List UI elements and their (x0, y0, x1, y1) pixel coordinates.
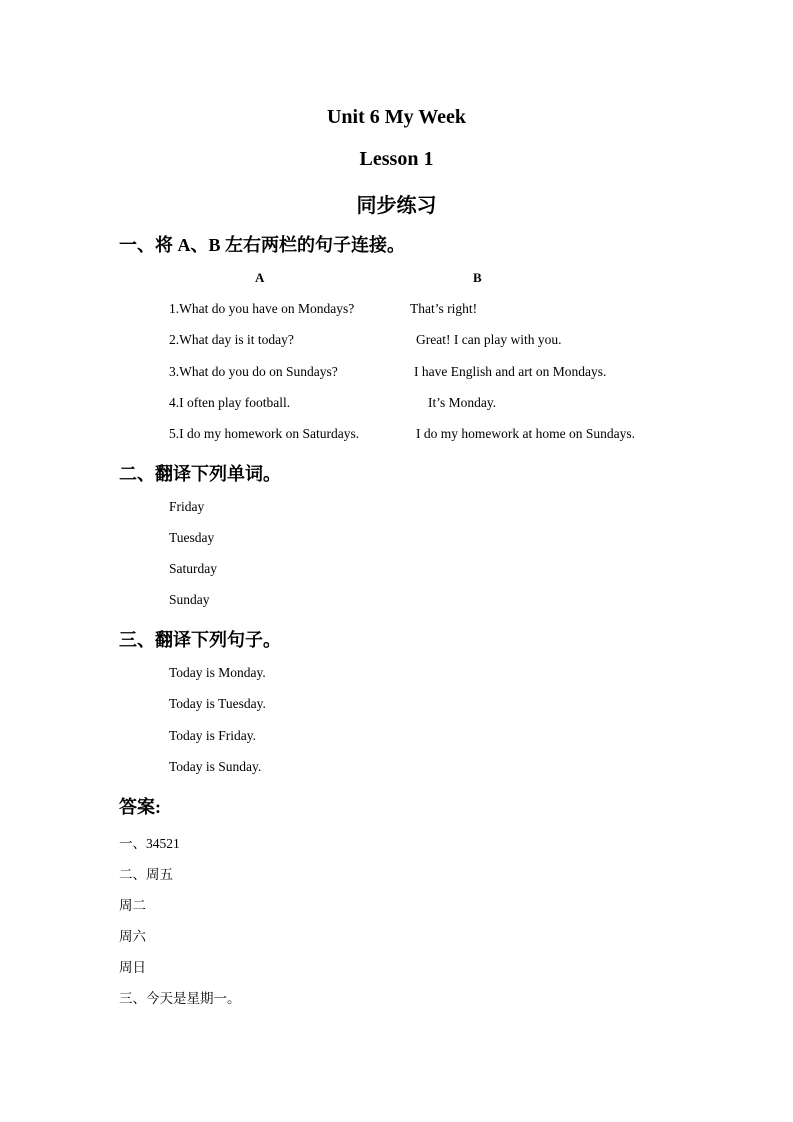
sentence-item: Today is Friday. (169, 728, 257, 743)
answer-line: 二、周五 (119, 867, 173, 882)
match-a-1: 1.What do you have on Mondays? (169, 301, 355, 316)
answer-line: 一、34521 (119, 836, 180, 851)
sentence-item: Today is Monday. (169, 665, 266, 680)
match-b-3: I have English and art on Mondays. (414, 364, 607, 379)
section3-heading: 三、翻译下列句子。 (119, 630, 281, 650)
match-b-2: Great! I can play with you. (416, 332, 562, 347)
column-b-header: B (473, 270, 482, 285)
answers-heading: 答案: (119, 797, 161, 817)
sentence-item: Today is Tuesday. (169, 696, 266, 711)
match-a-2: 2.What day is it today? (169, 332, 294, 347)
word-item: Friday (169, 499, 205, 514)
document-title: Unit 6 My Week (326, 106, 467, 128)
column-a-header: A (255, 270, 265, 285)
match-b-4: It’s Monday. (428, 395, 497, 410)
match-b-5: I do my homework at home on Sundays. (416, 426, 635, 441)
lesson-title: Lesson 1 (359, 148, 434, 170)
word-item: Tuesday (169, 530, 215, 545)
section1-heading: 一、将 A、B 左右两栏的句子连接。 (119, 235, 406, 255)
exercise-subtitle: 同步练习 (356, 195, 437, 217)
match-a-5: 5.I do my homework on Saturdays. (169, 426, 360, 441)
sentence-item: Today is Sunday. (169, 759, 262, 774)
answer-line: 三、今天是星期一。 (119, 991, 241, 1006)
answer-line: 周二 (119, 898, 146, 913)
word-item: Sunday (169, 592, 210, 607)
answer-line: 周六 (119, 929, 146, 944)
section2-heading: 二、翻译下列单词。 (119, 464, 281, 484)
word-item: Saturday (169, 561, 217, 576)
answer-line: 周日 (119, 960, 146, 975)
match-b-1: That’s right! (410, 301, 478, 316)
match-a-4: 4.I often play football. (169, 395, 291, 410)
match-a-3: 3.What do you do on Sundays? (169, 364, 338, 379)
